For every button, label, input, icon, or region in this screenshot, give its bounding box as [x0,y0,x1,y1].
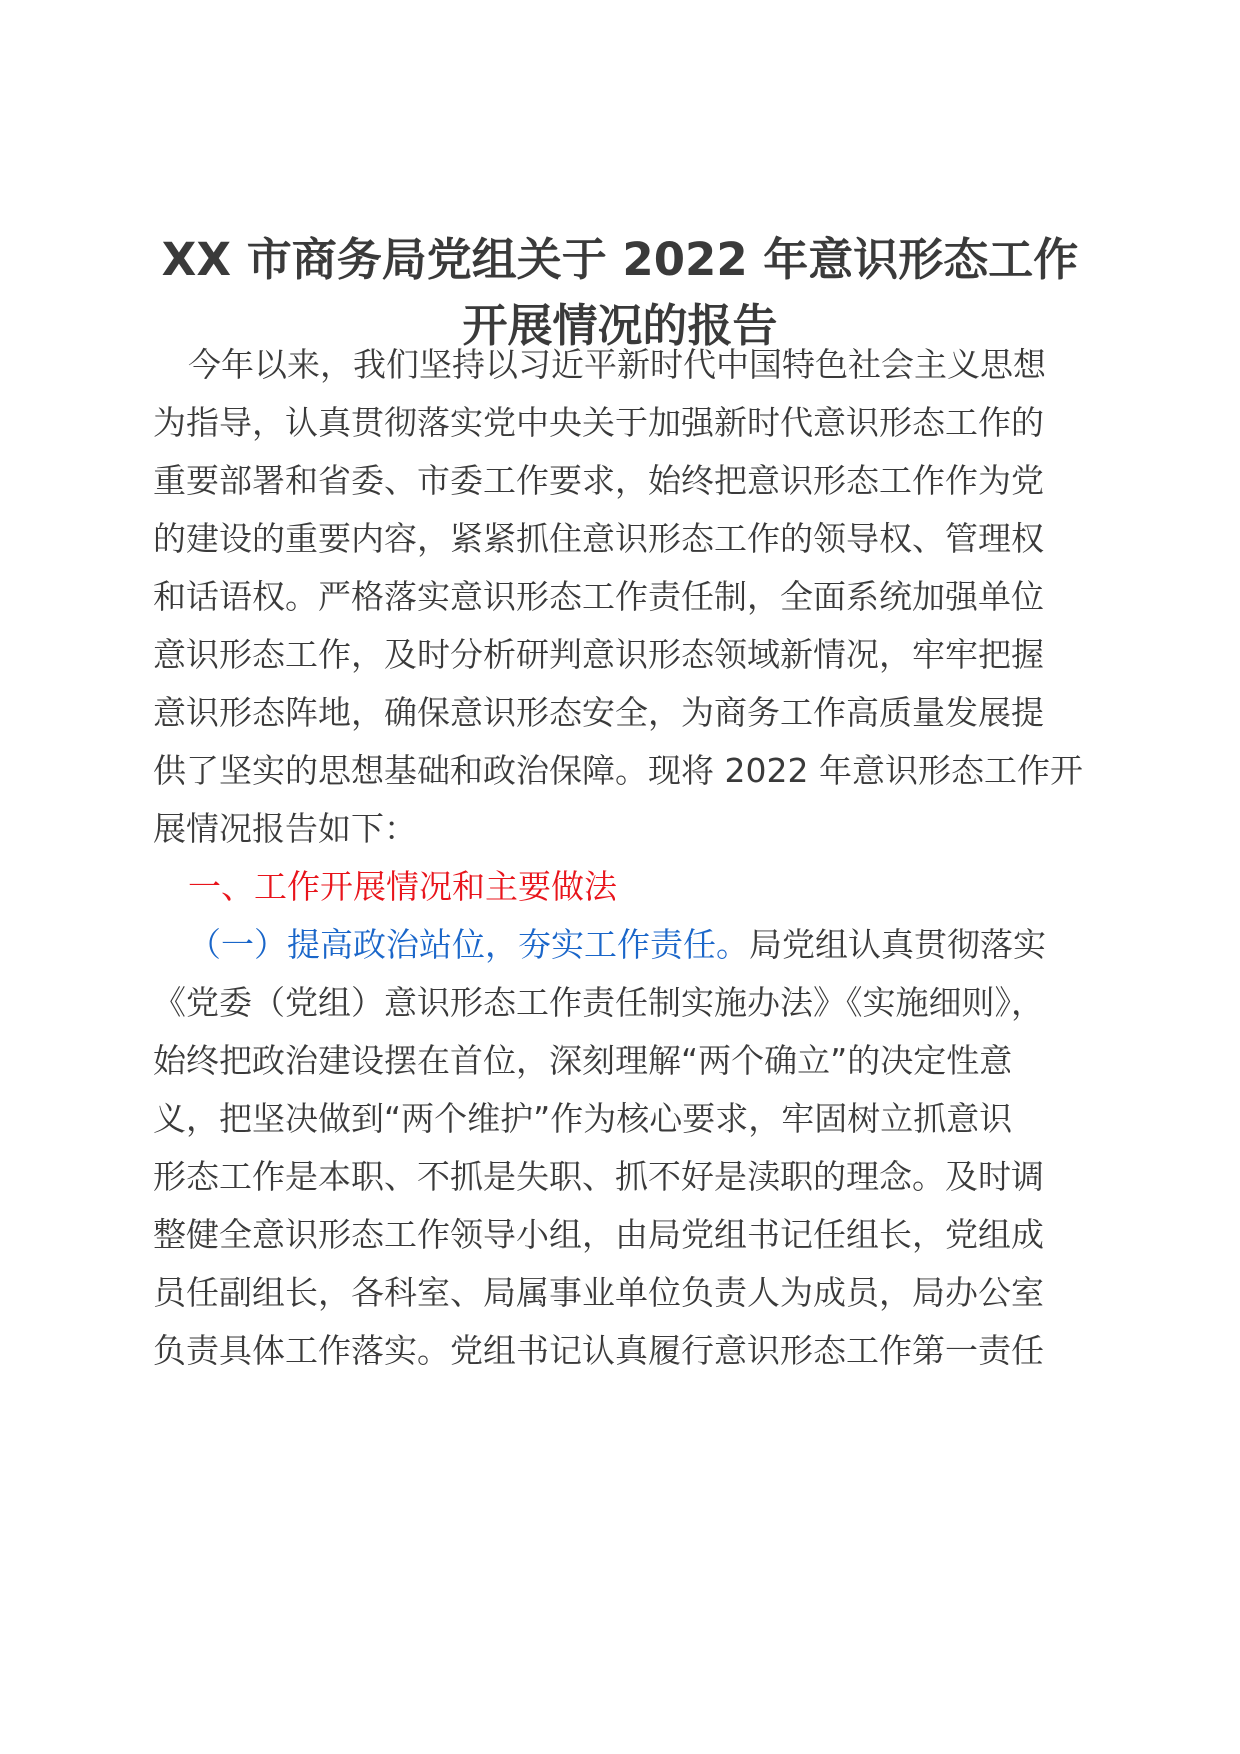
subsection-paragraph-line: 义，把坚决做到“两个维护”作为核心要求，牢固树立抓意识 [153,1099,1013,1138]
intro-paragraph-line: 意识形态阵地，确保意识形态安全，为商务工作高质量发展提 [153,693,1044,732]
intro-paragraph-line: 今年以来，我们坚持以习近平新时代中国特色社会主义思想 [188,345,1046,384]
subsection-paragraph-line: 形态工作是本职、不抓是失职、抓不好是渎职的理念。及时调 [153,1157,1044,1196]
subsection-heading: （一）提高政治站位，夯实工作责任。 [188,925,749,964]
intro-paragraph-line: 重要部署和省委、市委工作要求，始终把意识形态工作作为党 [153,461,1044,500]
subsection-paragraph-line: 始终把政治建设摆在首位，深刻理解“两个确立”的决定性意 [153,1041,1013,1080]
intro-paragraph-line: 展情况报告如下： [153,809,417,848]
intro-paragraph-line: 意识形态工作，及时分析研判意识形态领域新情况，牢牢把握 [153,635,1044,674]
section-heading: 一、工作开展情况和主要做法 [188,867,617,906]
subsection-paragraph-first-line [188,922,1128,968]
intro-paragraph-line: 为指导，认真贯彻落实党中央关于加强新时代意识形态工作的 [153,403,1044,442]
subsection-paragraph-line: 整健全意识形态工作领导小组，由局党组书记任组长，党组成 [153,1215,1044,1254]
subsection-paragraph-line: 负责具体工作落实。党组书记认真履行意识形态工作第一责任 [153,1331,1044,1370]
intro-paragraph-line: 的建设的重要内容，紧紧抓住意识形态工作的领导权、管理权 [153,519,1044,558]
document-title-line-1: XX 市商务局党组关于 2022 年意识形态工作 [161,233,1079,286]
document-title-line-2: 开展情况的报告 [462,299,778,352]
subsection-paragraph-line: 《党委（党组）意识形态工作责任制实施办法》《实施细则》， [153,983,1044,1022]
subsection-text: 局党组认真贯彻落实 [749,925,1046,964]
intro-paragraph-line: 供了坚实的思想基础和政治保障。现将 2022 年意识形态工作开 [153,751,1083,790]
intro-paragraph-line: 和话语权。严格落实意识形态工作责任制，全面系统加强单位 [153,577,1044,616]
subsection-paragraph-line: 员任副组长，各科室、局属事业单位负责人为成员，局办公室 [153,1273,1044,1312]
